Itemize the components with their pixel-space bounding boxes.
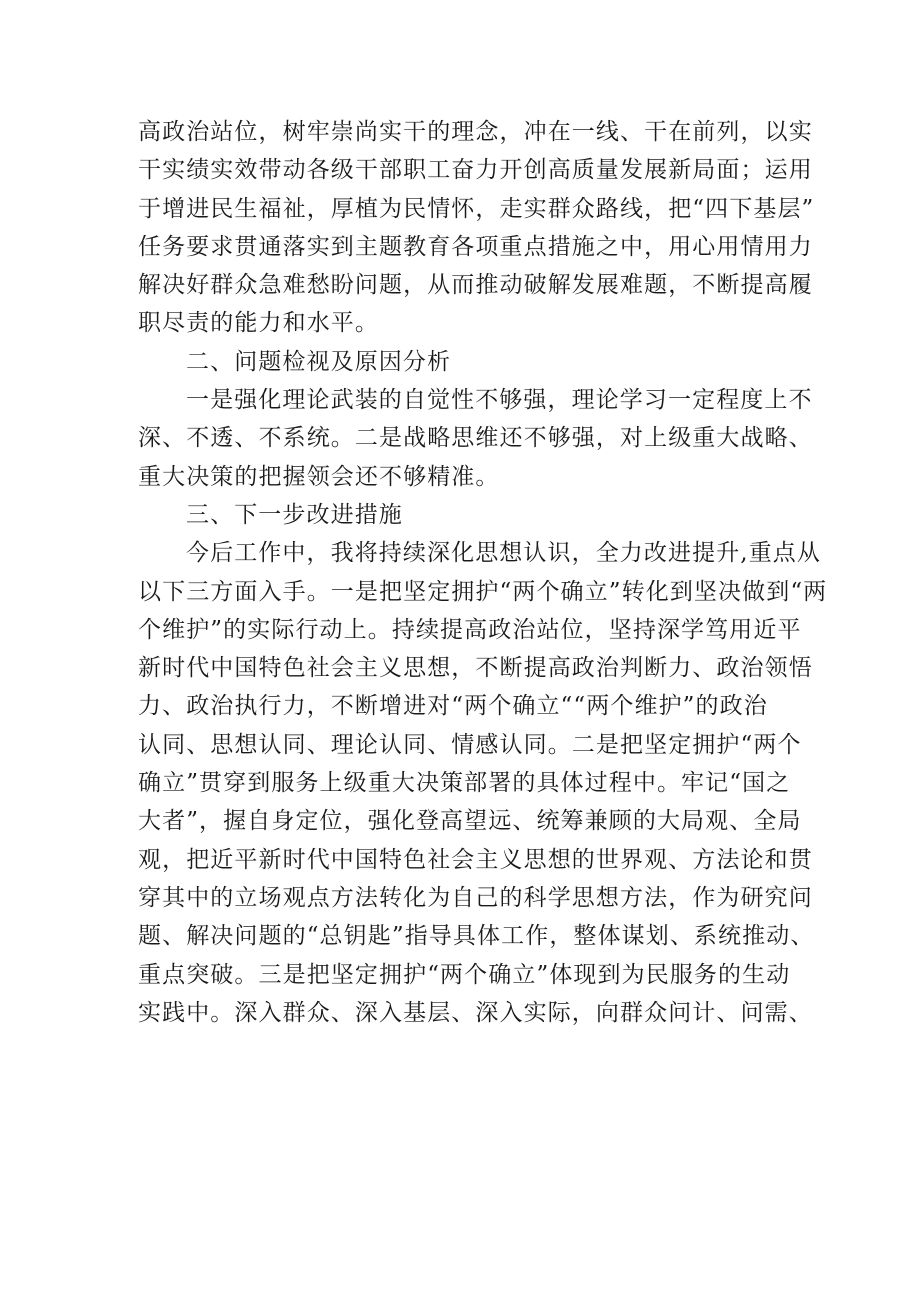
text-line: 职尽责的能力和水平。	[138, 310, 379, 337]
text-line: 三、下一步改进措施	[186, 501, 403, 528]
text-line: 深、不透、不系统。二是战略思维还不够强，对上级重大战略、	[138, 425, 813, 452]
text-line: 以下三方面入手。一是把坚定拥护“两个确立”转化到坚决做到“两	[138, 578, 828, 605]
text-line: 确立”贯穿到服务上级重大决策部署的具体过程中。牢记“国之	[138, 770, 791, 797]
text-line: 于增进民生福祉，厚植为民情怀，走实群众路线，把“四下基层”	[138, 195, 815, 222]
document-body	[138, 113, 828, 1032]
text-line: 大者”，握自身定位，强化登高望远、统筹兼顾的大局观、全局	[138, 808, 802, 835]
text-line: 实践中。深入群众、深入基层、深入实际，向群众问计、问需、	[138, 999, 813, 1026]
text-line: 高政治站位，树牢崇尚实干的理念，冲在一线、干在前列，以实	[138, 119, 813, 145]
text-line: 题、解决问题的“总钥匙”指导具体工作，整体谋划、系统推动、	[138, 923, 815, 950]
text-line: 个维护”的实际行动上。持续提高政治站位，坚持深学笃用近平	[138, 616, 802, 643]
text-line: 穿其中的立场观点方法转化为自己的科学思想方法，作为研究问	[138, 884, 813, 911]
text-line: 今后工作中，我将持续深化思想认识，全力改进提升,重点从	[186, 540, 822, 567]
text-line: 任务要求贯通落实到主题教育各项重点措施之中，用心用情用力	[138, 233, 813, 260]
text-line: 观，把近平新时代中国特色社会主义思想的世界观、方法论和贯	[138, 846, 813, 873]
text-line: 一是强化理论武装的自觉性不够强，理论学习一定程度上不	[186, 387, 813, 414]
text-line: 认同、思想认同、理论认同、情感认同。二是把坚定拥护“两个	[138, 731, 802, 758]
text-line: 新时代中国特色社会主义思想，不断提高政治判断力、政治领悟	[138, 655, 813, 682]
text-line: 解决好群众急难愁盼问题，从而推动破解发展难题，不断提高履	[138, 272, 813, 299]
text-line: 重点突破。三是把坚定拥护“两个确立”体现到为民服务的生动	[138, 961, 791, 988]
text-line: 重大决策的把握领会还不够精准。	[138, 463, 500, 490]
text-line: 干实绩实效带动各级干部职工奋力开创高质量发展新局面；运用	[138, 157, 813, 184]
text-line: 二、问题检视及原因分析	[186, 348, 452, 375]
text-line: 力、政治执行力，不断增进对“两个确立““两个维护”的政治	[138, 693, 768, 720]
